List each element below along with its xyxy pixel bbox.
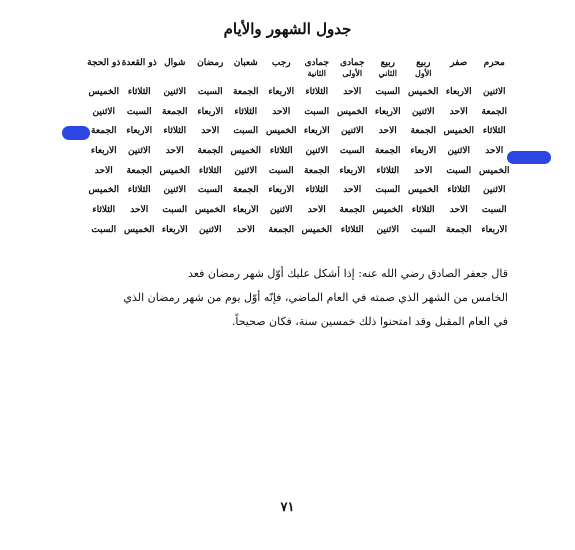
- month-header: جمادى: [304, 58, 330, 68]
- highlight-marker-right: [507, 151, 551, 164]
- day-cell: الاثنين: [163, 86, 186, 97]
- day-cell: السبت: [375, 185, 401, 196]
- day-cell: الجمعة: [446, 224, 472, 235]
- day-cell: الجمعة: [481, 106, 507, 117]
- day-cell: الجمعة: [375, 145, 401, 156]
- day-cell: الأربعاء: [303, 126, 330, 137]
- day-cell: السبت: [268, 165, 294, 176]
- day-cell: السبت: [91, 224, 117, 235]
- day-cell: الثلاثاء: [269, 145, 293, 156]
- day-cell: الجمعة: [233, 185, 259, 196]
- day-cell: السبت: [162, 204, 188, 215]
- day-cell: الاثنين: [447, 145, 470, 156]
- day-cell: الثلاثاء: [305, 185, 329, 196]
- day-cell: الجمعة: [162, 106, 188, 117]
- day-cell: الأربعاء: [161, 224, 188, 235]
- day-row: [86, 82, 512, 102]
- day-cell: السبت: [481, 204, 507, 215]
- month-header: جمادى: [339, 58, 365, 68]
- day-cell: الاثنين: [483, 185, 506, 196]
- month-header: ربيع: [380, 58, 395, 68]
- day-cell: الخميس: [479, 165, 510, 176]
- day-cell: الثلاثاء: [482, 126, 506, 137]
- day-row: [86, 102, 512, 122]
- day-cell: الأحد: [94, 165, 113, 176]
- day-cell: الجمعة: [233, 86, 259, 97]
- month-header: ذو القعدة: [121, 58, 157, 68]
- day-cell: السبت: [339, 145, 365, 156]
- day-cell: الجمعة: [268, 224, 294, 235]
- day-cell: الاثنين: [234, 165, 257, 176]
- day-cell: الأربعاء: [90, 145, 117, 156]
- month-header: رجب: [271, 58, 291, 68]
- day-cell: الخميس: [301, 224, 332, 235]
- day-cell: الخميس: [408, 86, 439, 97]
- quote-line: قال جعفر الصادق رضي الله عنه: إذا أشكل عليك أوّل شهر رمضان فعد: [188, 267, 508, 280]
- month-header: رمضان: [197, 58, 224, 68]
- month-header: صفر: [450, 58, 468, 68]
- day-cell: الاثنين: [270, 204, 293, 215]
- day-cell: الاثنين: [412, 106, 435, 117]
- month-header-row: [86, 54, 512, 68]
- month-subheader: الثاني: [378, 68, 397, 78]
- day-row: [86, 200, 512, 220]
- day-cell: الثلاثاء: [305, 86, 329, 97]
- day-row: [86, 220, 512, 240]
- day-row: [86, 141, 512, 161]
- month-subheader: الأول: [415, 68, 432, 78]
- day-cell: الخميس: [443, 126, 474, 137]
- month-header: ذو الحجة: [87, 58, 121, 68]
- day-cell: الأربعاء: [197, 106, 224, 117]
- day-cell: الجمعة: [91, 126, 117, 137]
- highlight-marker-left: [62, 126, 90, 140]
- day-cell: السبت: [410, 224, 436, 235]
- month-subheader: الأولى: [342, 68, 363, 78]
- day-cell: الثلاثاء: [163, 126, 187, 137]
- day-cell: السبت: [197, 86, 223, 97]
- day-cell: الخميس: [195, 204, 226, 215]
- day-cell: الأربعاء: [410, 145, 437, 156]
- day-cell: الخميس: [124, 224, 155, 235]
- day-cell: الخميس: [159, 165, 190, 176]
- day-cell: الثلاثاء: [376, 165, 400, 176]
- day-cell: الخميس: [337, 106, 368, 117]
- day-cell: الأحد: [272, 106, 291, 117]
- day-cell: الثلاثاء: [127, 185, 151, 196]
- day-cell: الثلاثاء: [234, 106, 258, 117]
- day-cell: الخميس: [266, 126, 297, 137]
- day-cell: الاثنين: [341, 126, 364, 137]
- day-cell: الثلاثاء: [411, 204, 435, 215]
- day-cell: الخميس: [230, 145, 261, 156]
- day-cell: الاثنين: [92, 106, 115, 117]
- day-cell: الخميس: [88, 185, 119, 196]
- day-cell: الأربعاء: [481, 224, 508, 235]
- quote-line: في العام المقبل وقد امتحنوا ذلك خمسين سنة، فكان صحيحاً.: [231, 315, 508, 328]
- month-subheader: الثانية: [307, 68, 326, 78]
- day-cell: الأحد: [449, 204, 468, 215]
- day-cell: الجمعة: [197, 145, 223, 156]
- day-cell: الاثنين: [483, 86, 506, 97]
- day-cell: الأحد: [378, 126, 397, 137]
- day-cell: الأربعاء: [268, 185, 295, 196]
- month-subheader-row: [86, 68, 512, 82]
- month-header: شوال: [164, 58, 186, 68]
- day-cell: الأحد: [343, 86, 362, 97]
- day-row: [86, 180, 512, 200]
- months-days-table: [86, 54, 512, 240]
- month-header: محرم: [483, 58, 505, 68]
- page-title: جدول الشهور والأيام: [223, 20, 352, 38]
- day-cell: الأربعاء: [445, 86, 472, 97]
- day-cell: الخميس: [408, 185, 439, 196]
- day-cell: الأحد: [485, 145, 504, 156]
- day-row: [86, 121, 512, 141]
- day-row: [86, 161, 512, 181]
- day-cell: السبت: [304, 106, 330, 117]
- day-cell: الأحد: [343, 185, 362, 196]
- day-cell: الجمعة: [339, 204, 365, 215]
- day-cell: الأحد: [201, 126, 220, 137]
- day-cell: الجمعة: [410, 126, 436, 137]
- day-cell: الخميس: [372, 204, 403, 215]
- day-cell: الاثنين: [305, 145, 328, 156]
- day-cell: الأربعاء: [232, 204, 259, 215]
- day-cell: الاثنين: [128, 145, 151, 156]
- day-cell: السبت: [197, 185, 223, 196]
- day-cell: السبت: [233, 126, 259, 137]
- day-cell: الخميس: [88, 86, 119, 97]
- page-number: ٧١: [280, 500, 295, 515]
- day-cell: الأربعاء: [374, 106, 401, 117]
- day-cell: السبت: [375, 86, 401, 97]
- day-cell: الأحد: [130, 204, 149, 215]
- day-cell: الثلاثاء: [92, 204, 116, 215]
- day-cell: الأحد: [236, 224, 255, 235]
- day-cell: الاثنين: [163, 185, 186, 196]
- day-cell: الأحد: [414, 165, 433, 176]
- month-header: شعبان: [233, 58, 258, 68]
- day-cell: الأحد: [449, 106, 468, 117]
- day-cell: الأحد: [307, 204, 326, 215]
- day-cell: السبت: [126, 106, 152, 117]
- day-cell: الاثنين: [199, 224, 222, 235]
- day-cell: الجمعة: [304, 165, 330, 176]
- quote-line: الخامس من الشهر الذي صمته في العام الماضي، فإنّه أوّل يوم من شهر رمضان الذي: [123, 291, 508, 304]
- day-cell: الثلاثاء: [198, 165, 222, 176]
- day-cell: الأربعاء: [126, 126, 153, 137]
- day-cell: الجمعة: [126, 165, 152, 176]
- day-cell: الأربعاء: [268, 86, 295, 97]
- day-cell: الاثنين: [376, 224, 399, 235]
- quote-paragraph: [84, 262, 508, 334]
- day-cell: الثلاثاء: [127, 86, 151, 97]
- day-cell: الثلاثاء: [447, 185, 471, 196]
- day-cell: الثلاثاء: [340, 224, 364, 235]
- day-cell: الأربعاء: [339, 165, 366, 176]
- month-header: ربيع: [416, 58, 431, 68]
- day-cell: السبت: [446, 165, 472, 176]
- table-body: [86, 82, 512, 240]
- day-cell: الأحد: [165, 145, 184, 156]
